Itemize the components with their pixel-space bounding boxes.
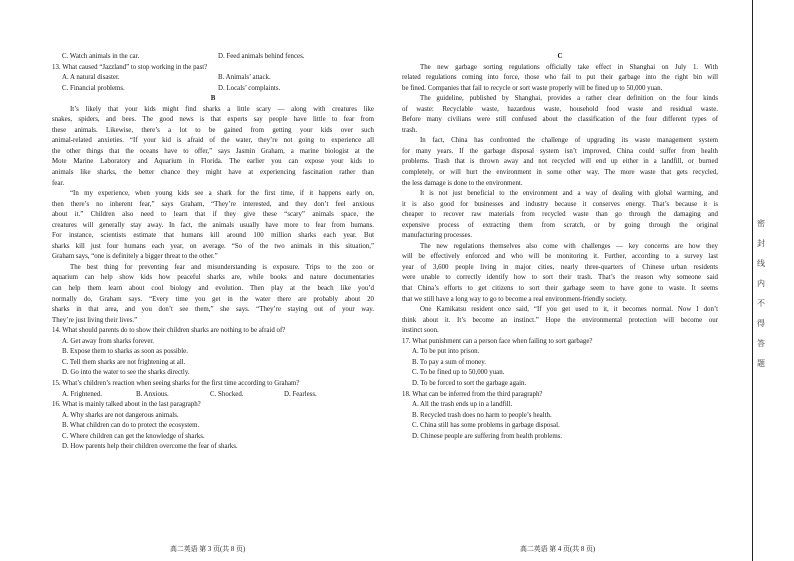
paragraph-line: It’s likely that your kids might find sharks a little scary — along with creatures like	[70, 105, 374, 113]
paragraph-line: aquarium can help show kids how peaceful sharks are, while books and nature documentaries	[52, 274, 374, 282]
paragraph	[402, 242, 718, 305]
paragraph-line: completely, or will hurt the environment in some other way. The more waste that gets recycled,	[402, 169, 718, 177]
answer-option: A. To be put into prison.	[412, 348, 480, 356]
seal-char: 线	[757, 259, 765, 268]
seal-char: 内	[757, 279, 765, 288]
page-footer-right: 高二英语 第 4 页(共 8 页)	[520, 546, 596, 553]
seal-char: 答	[757, 339, 765, 348]
seal-char: 封	[757, 239, 765, 248]
paragraph-line: cheaper to recover raw materials from recycled waste than go through the damaging and	[402, 211, 718, 219]
question: 15. What’s children’s reaction when seeing sharks for the first time according to Graham?	[52, 379, 300, 387]
paragraph-line: normally do, Graham says. “Every time you get in the water there are probably about 20	[52, 295, 374, 303]
seal-char: 题	[757, 359, 765, 368]
answer-option: B. Expose them to sharks as soon as possible.	[62, 348, 188, 356]
answer-option: C. To be fined up to 50,000 yuan.	[412, 369, 505, 377]
paragraph	[402, 63, 718, 95]
paragraph-line: for many years. If the garbage disposal system isn’t improved, China could suffer from health	[402, 147, 718, 155]
question: 18. What can be inferred from the third paragraph?	[402, 390, 543, 398]
paragraph-line: The guideline, published by Shanghai, provides a rather clear definition on the four kinds	[420, 95, 718, 103]
paragraph-line: about it.” Children also need to learn that if they give these “scary” animals space, the	[52, 211, 374, 219]
paragraph-line: One Kamikatsu resident once said, “If you get used to it, it becomes normal. Now I don’t	[420, 306, 718, 314]
paragraph-line: fear.	[52, 179, 65, 187]
paragraph-line: that China’s efforts to get citizens to sort their garbage seem to have gone to waste. It seems	[402, 285, 718, 293]
paragraph-line: Before many civilians were still confused about the classification of the four different types of	[402, 116, 718, 124]
paragraph-line: year of 3,600 people living in major cities, nearly three-quarters of Chinese urban residents	[402, 263, 718, 271]
paragraph-line: snakes, spiders, and bees. The good news is that experts say people have little to fear from	[52, 116, 374, 124]
paragraph-line: It is not just beneficial to the environment and a way of dealing with global warming, and	[420, 190, 718, 198]
seal-char: 密	[757, 219, 765, 228]
paragraph-line: related regulations coming into force, those who fail to put their garbage into the right bin will	[402, 74, 718, 82]
paragraph	[52, 105, 374, 189]
left-column	[52, 52, 374, 453]
paragraph-line: animal-related anxieties. “If your kid is afraid of the water, they’re not going to experience all	[52, 137, 374, 145]
answer-option: D. How parents help their children overcome the fear of sharks.	[62, 443, 238, 451]
answer-option: C. Where children can get the knowledge of sharks.	[62, 432, 205, 440]
answer-option: C. Shocked.	[210, 390, 244, 398]
answer-options-row	[52, 52, 374, 63]
page-footer-left: 高二英语 第 3 页(共 8 页)	[170, 546, 246, 553]
paragraph	[402, 136, 718, 189]
answer-option: B. Anxious.	[136, 390, 169, 398]
answer-option: C. China still has some problems in garbage disposal.	[412, 422, 560, 430]
answer-option: C. Financial problems.	[62, 84, 125, 92]
answer-option: D. Chinese people are suffering from health problems.	[412, 432, 563, 440]
paragraph-line: it is also good for businesses and industry because it conserves energy. That’s because it is	[402, 200, 718, 208]
paragraph-line: instinct soon.	[402, 327, 439, 335]
paragraph	[402, 94, 718, 136]
seal-line	[752, 0, 753, 561]
answer-option: C. Tell them sharks are not frightening at all.	[62, 358, 186, 366]
paragraph-line: be fined. Companies that fail to recycle or sort waste properly will be fined up to 50,000 yuan.	[402, 84, 663, 92]
answer-options-row	[52, 390, 374, 401]
question: 13. What caused “Jazzland” to stop working in the past?	[52, 63, 208, 71]
paragraph-line: the less damage is done to the environment.	[402, 179, 523, 187]
answer-option: B. Recycled trash does no harm to people’s health.	[412, 411, 552, 419]
answer-option: D. Go into the water to see the sharks directly.	[62, 369, 190, 377]
answer-option: A. Frightened.	[62, 390, 102, 398]
seal-char: 得	[757, 319, 765, 328]
right-column	[402, 52, 718, 442]
paragraph-line: expensive process of extracting them from scratch, or by going through the original	[402, 221, 718, 229]
paragraph-line: then there’s no inherent fear,” says Graham, “They’re interested, and they don’t feel anxious	[52, 200, 374, 208]
paragraph	[52, 189, 374, 263]
answer-option: B. Animals’ attack.	[218, 74, 271, 82]
answer-option: D. Feed animals behind fences.	[218, 53, 305, 60]
paragraph-line: these animals. Likewise, there’s a lot to be gained from getting your kids over such	[52, 126, 374, 134]
paragraph-line: the other things that the oceans have to offer,” says Jasmin Graham, a marine biologist at the	[52, 147, 374, 155]
paragraph-line: can help them learn about cool biology and evolution. Then play at the beach like you’d	[52, 285, 374, 293]
paragraph-line: “In my experience, when young kids see a shark for the first time, if it happens early on,	[70, 190, 374, 198]
answer-options-row	[52, 73, 374, 84]
paragraph-line: will be effectively enforced and who will be monitoring it. Further, according to a survey last	[402, 253, 718, 261]
paragraph	[402, 189, 718, 242]
paragraph-line: problems. Trash that is thrown away and not recycled will end up either in a landfill, or burned	[402, 158, 718, 166]
answer-option: A. All the trash ends up in a landfill.	[412, 401, 513, 409]
paragraph-line: were unable to correctly identify how to sort their trash. That’s the reason why someone said	[402, 274, 718, 282]
answer-option: D. To be forced to sort the garbage again.	[412, 379, 527, 387]
paragraph-line: think about it. It’s become an instinct.” Hope the environmental protection will become our	[402, 316, 718, 324]
paragraph-line: of waste: Recyclable waste, hazardous waste, household food waste and residual waste.	[402, 105, 718, 113]
paragraph-line: manufacturing processes.	[402, 232, 473, 240]
paragraph-line: They’re just living their lives.”	[52, 316, 138, 324]
answer-options-row	[52, 84, 374, 95]
paragraph-line: sharks in that area, and you don’t see them,” she says. “They’re staying out of your way.	[52, 306, 374, 314]
answer-option: D. Locals’ complaints.	[218, 84, 281, 92]
answer-option: B. To pay a sum of money.	[412, 358, 486, 366]
question: 14. What should parents do to show their children sharks are nothing to be afraid of?	[52, 327, 286, 335]
paragraph-line: In fact, China has confronted the challenge of upgrading its waste management system	[420, 137, 718, 145]
paragraph-line: animals like sharks, the better chance they might have at experiencing fascination rather than	[52, 169, 374, 177]
paragraph-line: Graham says, “one is definitely a bigger threat to the other.”	[52, 253, 218, 261]
answer-option: A. A natural disaster.	[62, 74, 120, 82]
section-heading-b: B	[210, 95, 216, 103]
paragraph-line: The best thing for preventing fear and misunderstanding is exposure. Trips to the zoo or	[70, 263, 374, 271]
paragraph-line: trash.	[402, 126, 418, 134]
answer-option: D. Fearless.	[284, 390, 317, 398]
paragraph	[402, 305, 718, 337]
paragraph-line: For instance, scientists estimate that humans kill around 100 million sharks each year. But	[52, 232, 374, 240]
paragraph-line: that we still have a long way to go to become a real environment-friendly society.	[402, 295, 627, 303]
seal-char: 不	[757, 299, 765, 308]
paragraph	[52, 263, 374, 326]
paragraph-line: Mote Marine Laboratory and Aquarium in Florida. The earlier you can expose your kids to	[52, 158, 374, 166]
answer-option: B. What children can do to protect the ecosystem.	[62, 422, 200, 430]
question: 16. What is mainly talked about in the last paragraph?	[52, 401, 201, 409]
answer-option: A. Why sharks are not dangerous animals.	[62, 411, 179, 419]
answer-option: C. Watch animals in the car.	[62, 53, 140, 60]
answer-option: A. Get away from sharks forever.	[62, 337, 155, 345]
paragraph-line: sharks kill just four humans each year, on average. “So of the two animals in this situation,”	[52, 242, 374, 250]
paragraph-line: The new regulations themselves also come with challenges — key concerns are how they	[420, 242, 718, 250]
question: 17. What punishment can a person face when failing to sort garbage?	[402, 337, 593, 345]
paragraph-line: creatures will generally stay away. In fact, the animals usually have more to fear from humans.	[52, 221, 374, 229]
section-heading-c: C	[557, 53, 563, 60]
paragraph-line: The new garbage sorting regulations officially take effect in Shanghai on July 1. With	[420, 63, 718, 71]
